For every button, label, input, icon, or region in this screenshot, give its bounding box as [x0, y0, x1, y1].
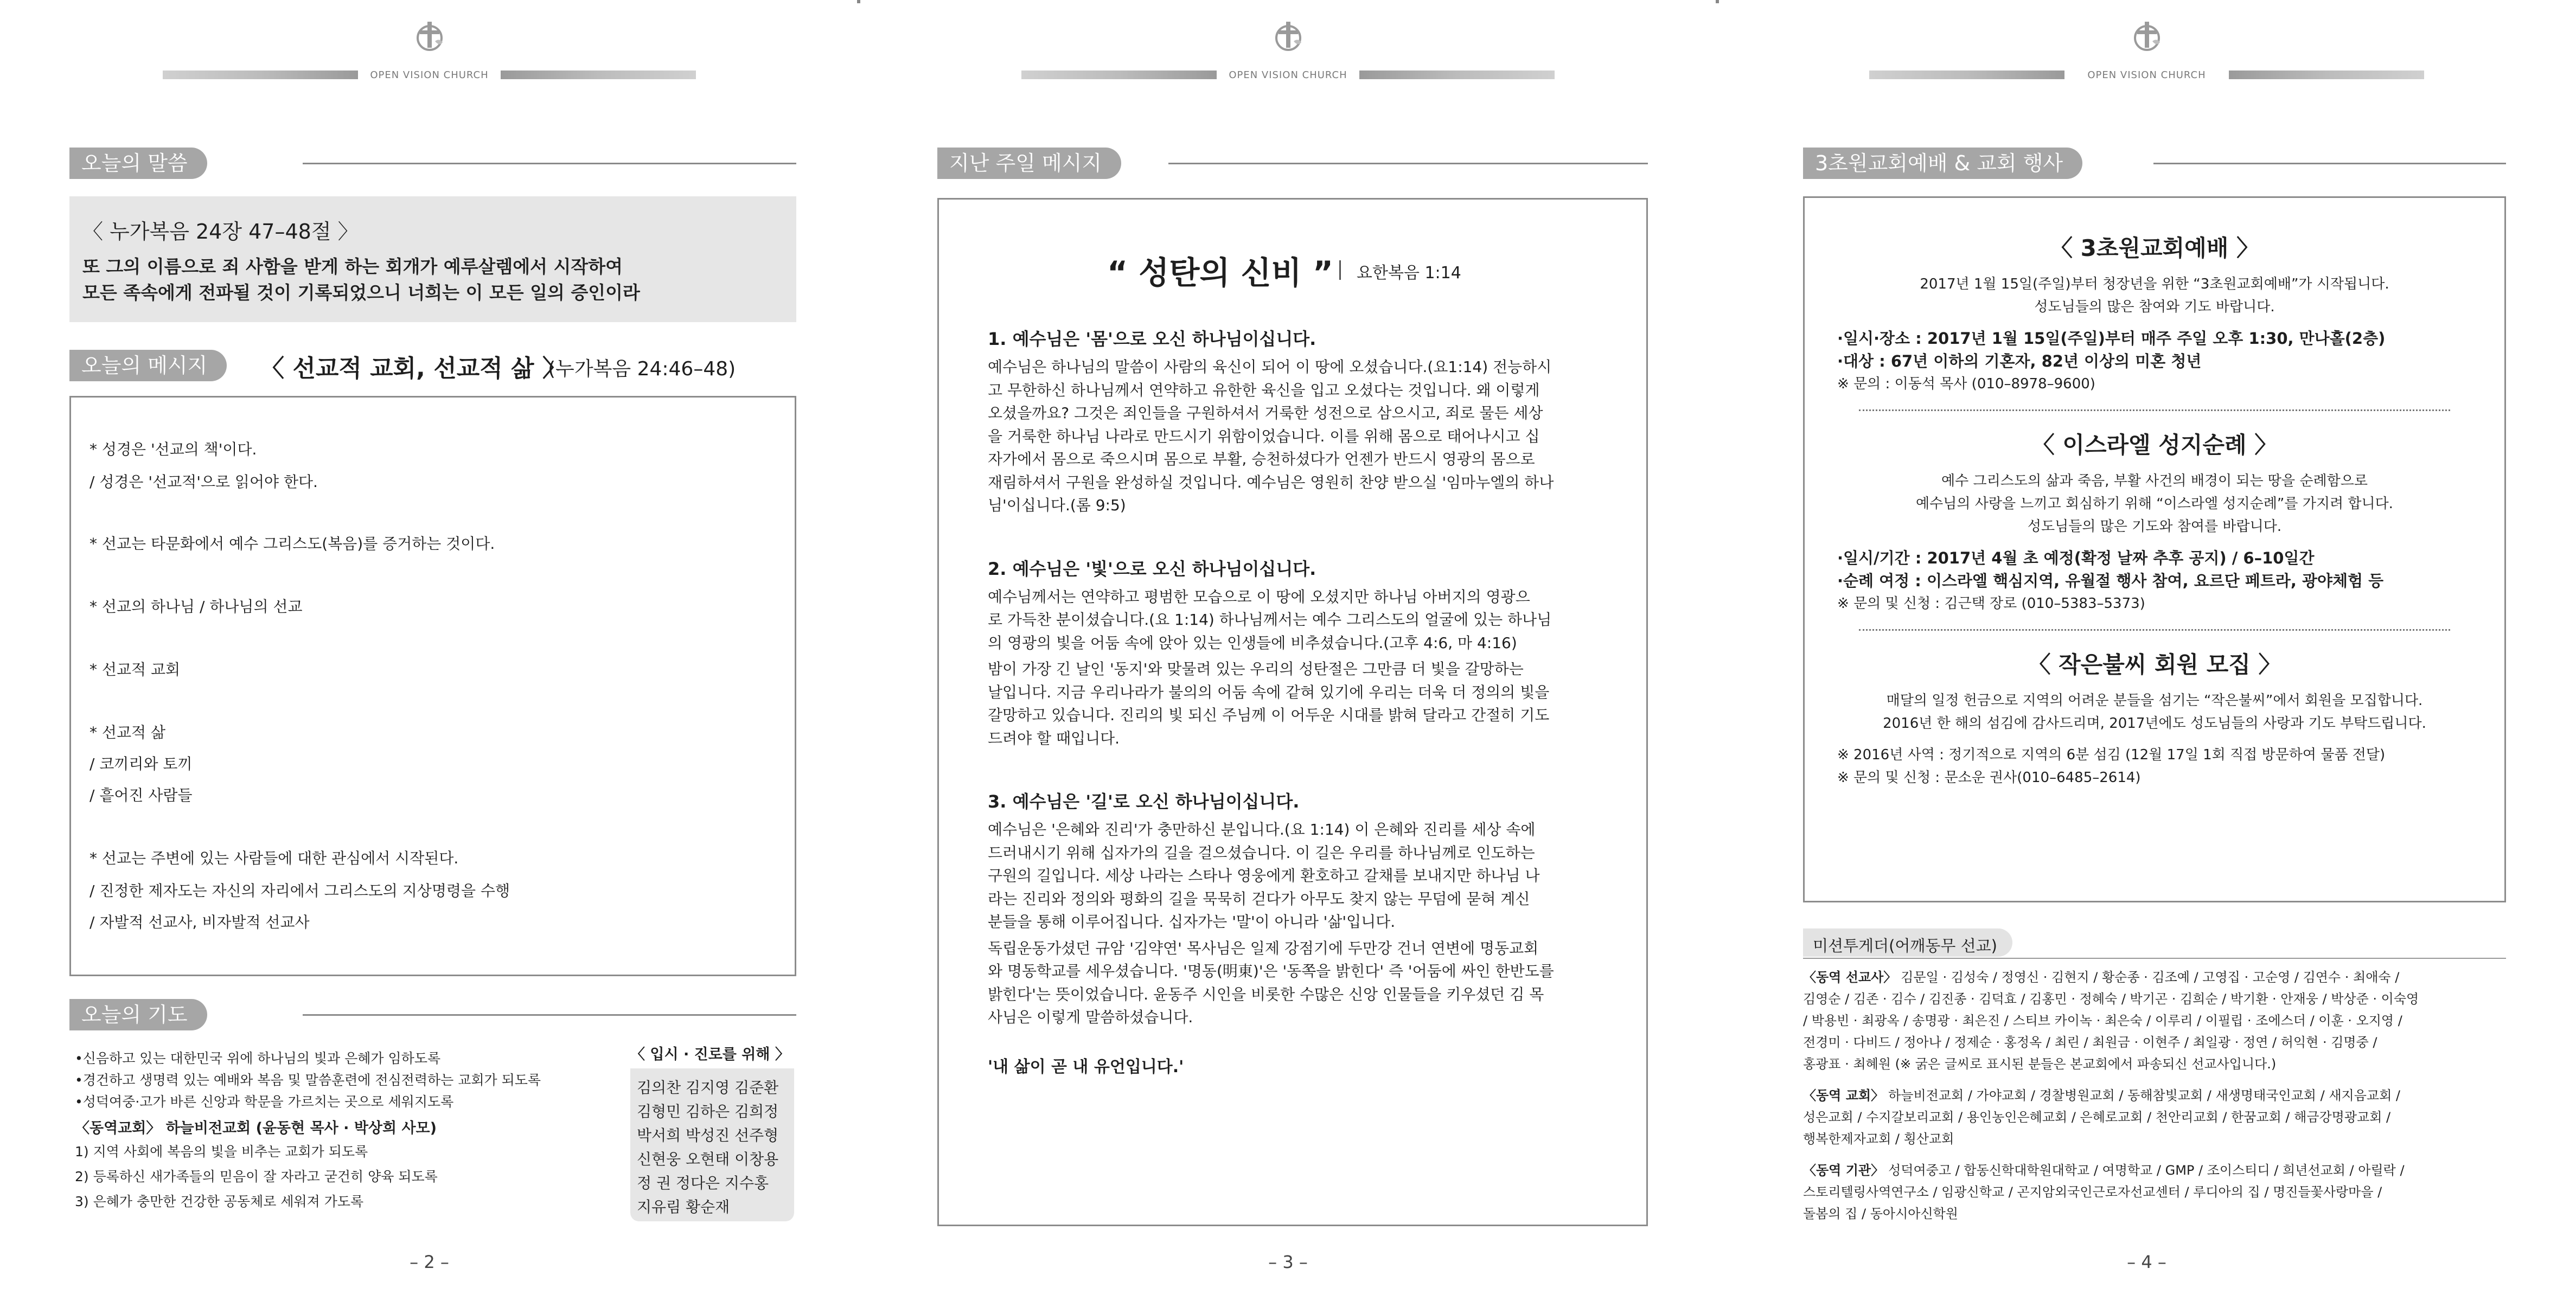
header-bar-left — [163, 71, 358, 79]
mission-line — [1803, 1160, 2506, 1181]
sermon-line: 을 거룩한 하나님 나라로 만드시기 위함이었습니다. 이를 위해 몸으로 태어나시고 십 — [988, 427, 1540, 445]
mission-names: 김영순 / 김존 · 김수 / 김진종 · 김덕효 / 김홍민 · 정혜숙 / 박기곤 · 김희순 / 박기환 · 안재웅 / 박상준 · 이숙영 — [1803, 991, 2419, 1007]
mission-line — [1803, 1085, 2506, 1106]
heading-rule — [303, 163, 796, 164]
mission-names: 성은교회 / 수지갈보리교회 / 용인농인은혜교회 / 은혜로교회 / 천안리교회 / 한꿈교회 / 해금강명광교회 / — [1803, 1110, 2391, 1125]
spacer — [1837, 318, 2472, 327]
section-title: 지난 주일 메시지 — [937, 148, 1121, 179]
sermon-line: 라는 진리와 정의와 평화의 길을 묵묵히 걷다가 아무도 찾지 않는 무덤에 묻혀 계신 — [988, 889, 1530, 908]
names-row: 박서희 박성진 선주형 — [637, 1126, 779, 1144]
message-outline-box — [69, 396, 796, 976]
sermon-section-title: 2. 예수님은 '빛'으로 오신 하나님이십니다. — [988, 558, 1316, 579]
mission-line — [1803, 1181, 2506, 1203]
mission-names: 성덕여중고 / 합동신학대학원대학교 / 여명학교 / GMP / 조이스티디 / 희년선교회 / 아릴락 / — [1888, 1163, 2405, 1178]
sermon-line: 구원의 길입니다. 세상 나라는 스타나 영웅에게 환호하고 갈채를 보내지만 하나님 나 — [988, 867, 1540, 885]
dotted-divider — [1859, 629, 2450, 631]
message-reference: (누가복음 24:46–48) — [548, 358, 736, 380]
sermon-line: 독립운동가셨던 규암 '김약연' 목사님은 일제 강점기에 두만강 건너 연변에 명동교회 — [988, 939, 1539, 957]
sermon-line: 갈망하고 있습니다. 진리의 빛 되신 주님께 이 어두운 시대를 밝혀 달라고 간절히 기도 — [988, 706, 1550, 724]
heading-rule — [303, 1014, 796, 1016]
sermon-paragraph — [988, 818, 1606, 934]
sermon-line: 드려야 할 때입니다. — [988, 729, 1120, 747]
event-intro-line: 2017년 1월 15일(주일)부터 청장년을 위한 “3초원교회예배”가 시작됩니다. — [1920, 276, 2389, 292]
scripture-reference: 〈 누가복음 24장 47–48절 〉 — [82, 220, 359, 244]
sermon-body — [988, 325, 1606, 1077]
mission-line — [1803, 1203, 2506, 1225]
page-header — [1717, 16, 2576, 81]
mission-group — [1803, 1085, 2506, 1150]
outline-point: / 코끼리와 토끼 — [90, 755, 193, 773]
header-bar-right — [501, 71, 696, 79]
sermon-line: 밝힌다'는 뜻이었습니다. 윤동주 시인을 비롯한 수많은 신앙 인물들을 키우셨던 김 목 — [988, 985, 1544, 1003]
header-bar-right — [1359, 71, 1555, 79]
mission-group-label: 〈동역 교회〉 — [1803, 1088, 1884, 1103]
event-note-line: ※ 2016년 사역 : 정기적으로 지역의 6분 섬김 (12월 17일 1회 직접 방문하여 물품 전달) — [1837, 747, 2386, 763]
mission-names: 돌봄의 집 / 동아시아신학원 — [1803, 1206, 1958, 1221]
page-number: – 3 – — [1268, 1252, 1308, 1272]
title-divider — [1339, 260, 1341, 280]
event-title: 〈 3초원교회예배 〉 — [2050, 235, 2259, 261]
sermon-line: 예수님은 '은혜와 진리'가 충만하신 분입니다.(요 1:14) 이 은혜와 진리를 세상 속에 — [988, 821, 1536, 838]
sermon-line: 님'이십니다.(롬 9:5) — [988, 496, 1126, 514]
sermon-closing-quote: '내 삶이 곧 내 유언입니다.' — [988, 1057, 1184, 1077]
brand-name: OPEN VISION CHURCH — [1229, 69, 1347, 81]
mission-heading-pill — [1803, 928, 2012, 957]
partner-prayer-item: 2) 등록하신 새가족들의 믿음이 잘 자라고 굳건히 양육 되도록 — [75, 1169, 438, 1184]
church-logo-icon — [1268, 16, 1309, 57]
sermon-line: 드러내시기 위해 십자가의 길을 걸으셨습니다. 이 길은 우리를 하나님께로 인도하는 — [988, 843, 1535, 862]
mission-heading: 미션투게더(어깨동무 선교) — [1813, 937, 1998, 955]
partner-church-title: 〈동역교회〉 하늘비전교회 (윤동현 목사 · 박상희 사모) — [75, 1120, 437, 1137]
partner-prayer-item: 3) 은혜가 충만한 건강한 공동체로 세워져 가도록 — [75, 1194, 364, 1209]
section-title: 오늘의 말씀 — [69, 148, 207, 179]
heading-rule — [2153, 163, 2506, 164]
dotted-divider — [1859, 409, 2450, 411]
outline-point: * 선교는 주변에 있는 사람들에 대한 관심에서 시작된다. — [90, 849, 459, 867]
sermon-line: 날입니다. 지금 우리나라가 불의의 어둠 속에 같혀 있기에 우리는 더욱 더 정의의 빛을 — [988, 683, 1550, 701]
mission-names: 홍광표 · 최혜원 (※ 굵은 글씨로 표시된 분들은 본교회에서 파송되신 선교사입니다.) — [1803, 1056, 2277, 1072]
mission-line — [1803, 966, 2506, 988]
mission-names: 김문일 · 김성숙 / 정영신 · 김현지 / 황순종 · 김조예 / 고영집 · 고순영 / 김연수 · 최애숙 / — [1901, 970, 2400, 985]
event-note-line: ※ 문의 : 이동석 목사 (010–8978–9600) — [1837, 376, 2095, 392]
event-intro-line: 예수 그리스도의 삶과 죽음, 부활 사건의 배경이 되는 땅을 순례함으로 — [1941, 473, 2368, 489]
page-number: – 4 – — [2127, 1252, 2166, 1272]
outline-point: / 흩어진 사람들 — [90, 786, 193, 804]
section-title: 3초원교회예배 & 교회 행사 — [1803, 148, 2082, 179]
mission-group-label: 〈동역 기관〉 — [1803, 1163, 1884, 1178]
names-row: 정 권 정다은 지수홍 — [637, 1174, 769, 1192]
sermon-section-title: 1. 예수님은 '몸'으로 오신 하나님이십니다. — [988, 329, 1316, 349]
header-bar-left — [1021, 71, 1217, 79]
sermon-paragraph — [988, 586, 1606, 655]
outline-point: * 성경은 '선교의 책'이다. — [90, 440, 257, 458]
sermon-line: 오셨을까요? 그것은 죄인들을 구원하셔서 거룩한 성전으로 삼으시고, 죄로 물든 세상 — [988, 404, 1543, 422]
mission-body — [1803, 966, 2506, 1234]
sermon-line: 와 명동학교를 세우셨습니다. '명동(明東)'은 '동쪽을 밝힌다' 즉 '어둠에 싸인 한반도를 — [988, 962, 1554, 980]
outline-point: * 선교의 하나님 / 하나님의 선교 — [90, 598, 303, 616]
page-4 — [1717, 0, 2576, 1294]
events-box — [1803, 196, 2506, 902]
event-detail-line: ·대상 : 67년 이하의 기혼자, 82년 이상의 미혼 청년 — [1837, 352, 2202, 370]
event-detail-line: ·일시·장소 : 2017년 1월 15일(주일)부터 매주 주일 오후 1:30, 만나홀(2층) — [1837, 329, 2386, 348]
mission-names: 스토리텔링사역연구소 / 임광신학교 / 곤지암외국인근로자선교센터 / 루디아의 집 / 명진들꽃사랑마을 / — [1803, 1184, 2382, 1200]
event-note-line: ※ 문의 및 신청 : 김근택 장로 (010–5383–5373) — [1837, 595, 2145, 612]
outline-point: * 선교적 교회 — [90, 661, 181, 678]
sermon-reference: 요한복음 1:14 — [1357, 264, 1461, 283]
section-heading-word — [69, 148, 796, 179]
names-row: 지유림 황순재 — [637, 1198, 730, 1216]
sermon-line: 자가에서 몸으로 죽으시며 몸으로 부활, 승천하셨다가 언젠가 반드시 영광의 몸으로 — [988, 450, 1535, 468]
mission-names: / 박용빈 · 최광옥 / 송명광 · 최은진 / 스티브 카이녹 · 최은숙 / 이루리 / 이필립 · 조에스더 / 이훈 · 오지영 / — [1803, 1013, 2402, 1028]
section-heading-prayer — [69, 999, 796, 1030]
church-logo-icon — [409, 16, 450, 57]
mission-rule — [1803, 958, 2506, 959]
scripture-box — [69, 196, 796, 322]
event-note-line: ※ 문의 및 신청 : 문소운 권사(010–6485–2614) — [1837, 770, 2141, 786]
sermon-line: 분들을 통해 이루어집니다. 십자가는 '말'이 아니라 '삶'입니다. — [988, 913, 1396, 931]
event-intro-line: 예수님의 사랑을 느끼고 회심하기 위해 “이스라엘 성지순례”를 가지려 합니다. — [1916, 496, 2393, 512]
outline-point: * 선교적 삶 — [90, 723, 165, 741]
exam-names-box — [630, 1068, 794, 1221]
event-detail-line: ·순례 여정 : 이스라엘 핵심지역, 유월절 행사 참여, 요르단 페트라, 광야체험 등 — [1837, 572, 2384, 590]
event-detail-line: ·일시/기간 : 2017년 4월 초 예정(확정 날짜 추후 공지) / 6–10일간 — [1837, 549, 2315, 567]
church-logo-icon — [2126, 16, 2168, 57]
event-intro-line: 성도님들의 많은 참여와 기도 바랍니다. — [2034, 299, 2275, 315]
prayer-item: •성덕여중·고가 바른 신앙과 학문을 가르치는 곳으로 세워지도록 — [75, 1094, 454, 1110]
section-title: 오늘의 기도 — [69, 999, 207, 1030]
sermon-line: 예수님은 하나님의 말씀이 사람의 육신이 되어 이 땅에 오셨습니다.(요1:14) 전능하시 — [988, 358, 1552, 376]
header-bar-left — [1869, 71, 2064, 79]
event-title: 〈 작은불씨 회원 모집 〉 — [2028, 651, 2281, 678]
sermon-line: 예수님께서는 연약하고 평범한 모습으로 이 땅에 오셨지만 하나님 아버지의 영광으 — [988, 587, 1530, 606]
names-box-title: 〈 입시 · 진로를 위해 〉 — [630, 1046, 790, 1063]
mission-names: 행복한제자교회 / 횡산교회 — [1803, 1131, 1954, 1146]
sermon-line: 고 무한하신 하나님께서 연약하고 유한한 육신을 입고 오셨다는 것입니다. 왜 이렇게 — [988, 381, 1540, 399]
mission-line — [1803, 1010, 2506, 1032]
outline-point: * 선교는 타문화에서 예수 그리스도(복음)를 증거하는 것이다. — [90, 535, 495, 553]
prayer-item: •신음하고 있는 대한민국 위에 하나님의 빛과 은혜가 임하도록 — [75, 1050, 441, 1066]
section-heading-last-sermon — [937, 148, 1648, 179]
page-number: – 2 – — [410, 1252, 449, 1272]
brand-name: OPEN VISION CHURCH — [2087, 69, 2206, 81]
mission-line — [1803, 1053, 2506, 1075]
sermon-title: “ 성탄의 신비 ” — [1107, 254, 1333, 291]
sermon-paragraph — [988, 937, 1606, 1029]
mission-group — [1803, 1160, 2506, 1225]
prayer-item: •경건하고 생명력 있는 예배와 복음 및 말씀훈련에 전심전력하는 교회가 되도록 — [75, 1072, 541, 1088]
event-title: 〈 이스라엘 성지순례 〉 — [2031, 432, 2278, 458]
section-heading-events — [1803, 148, 2506, 179]
spacer — [1837, 538, 2472, 547]
sermon-box — [937, 198, 1648, 1226]
message-title: 〈 선교적 교회, 선교적 삶 〉 — [260, 355, 566, 382]
mission-line — [1803, 1032, 2506, 1053]
outline-point: / 성경은 '선교적'으로 읽어야 한다. — [90, 473, 318, 491]
sermon-line: 로 가득찬 분이셨습니다.(요 1:14) 하나님께서는 예수 그리스도의 얼굴에 있는 하나님 — [988, 611, 1552, 629]
event-intro-line: 성도님들의 많은 기도와 참여를 바랍니다. — [2027, 518, 2282, 535]
scripture-verse-line: 모든 족속에게 전파될 것이 기록되었으니 너희는 이 모든 일의 증인이라 — [82, 282, 640, 303]
names-row: 신현웅 오현태 이창용 — [637, 1150, 779, 1168]
sermon-line: 사님은 이렇게 말씀하셨습니다. — [988, 1008, 1193, 1026]
page-header — [859, 16, 1717, 81]
page-3 — [859, 0, 1717, 1294]
header-bar-right — [2229, 71, 2424, 79]
mission-names: 하늘비전교회 / 가야교회 / 경찰병원교회 / 동해참빛교회 / 새생명태국인교회 / 새지음교회 / — [1888, 1088, 2400, 1103]
names-row: 김의찬 김지영 김준환 — [637, 1079, 779, 1097]
spacer — [1837, 735, 2472, 744]
sermon-paragraph — [988, 658, 1606, 750]
sermon-line: 재림하셔서 구원을 완성하실 것입니다. 예수님은 영원히 찬양 받으실 '임마누엘의 하나 — [988, 473, 1554, 491]
sermon-paragraph — [988, 356, 1606, 517]
outline-point: / 자발적 선교사, 비자발적 선교사 — [90, 913, 310, 931]
names-row: 김형민 김하은 김희정 — [637, 1103, 779, 1120]
brand-name: OPEN VISION CHURCH — [370, 69, 489, 81]
page-header — [0, 16, 859, 81]
sermon-line: 밤이 가장 긴 날인 '동지'와 맞물려 있는 우리의 성탄절은 그만큼 더 빛을 갈망하는 — [988, 660, 1524, 678]
events-body — [1837, 230, 2472, 789]
mission-group-label: 〈동역 선교사〉 — [1803, 970, 1897, 985]
page-2 — [0, 0, 859, 1294]
mission-group — [1803, 966, 2506, 1075]
mission-line — [1803, 1128, 2506, 1150]
heading-rule — [1168, 163, 1648, 164]
mission-line — [1803, 988, 2506, 1010]
event-intro-line: 매달의 일정 헌금으로 지역의 어려운 분들을 섬기는 “작은불씨”에서 회원을 모집합니다. — [1886, 693, 2423, 709]
partner-prayer-item: 1) 지역 사회에 복음의 빛을 비추는 교회가 되도록 — [75, 1144, 368, 1160]
sermon-line: 의 영광의 빛을 어둠 속에 앉아 있는 인생들에 비추셨습니다.(고후 4:6, 마 4:16) — [988, 633, 1517, 652]
scripture-verse-line: 또 그의 이름으로 죄 사함을 받게 하는 회개가 예루살렘에서 시작하여 — [82, 256, 623, 277]
section-title: 오늘의 메시지 — [69, 350, 227, 381]
mission-names: 전경미 · 다비드 / 정아나 / 정제순 · 홍정옥 / 최린 / 최원금 · 이현주 / 최일광 · 정연 / 허익현 · 김명중 / — [1803, 1035, 2377, 1050]
mission-line — [1803, 1106, 2506, 1128]
sermon-section-title: 3. 예수님은 '길'로 오신 하나님이십니다. — [988, 791, 1300, 812]
event-intro-line: 2016년 한 해의 섬김에 감사드리며, 2017년에도 성도님들의 사랑과 기도 부탁드립니다. — [1883, 715, 2426, 732]
outline-point: / 진정한 제자도는 자신의 자리에서 그리스도의 지상명령을 수행 — [90, 882, 510, 900]
